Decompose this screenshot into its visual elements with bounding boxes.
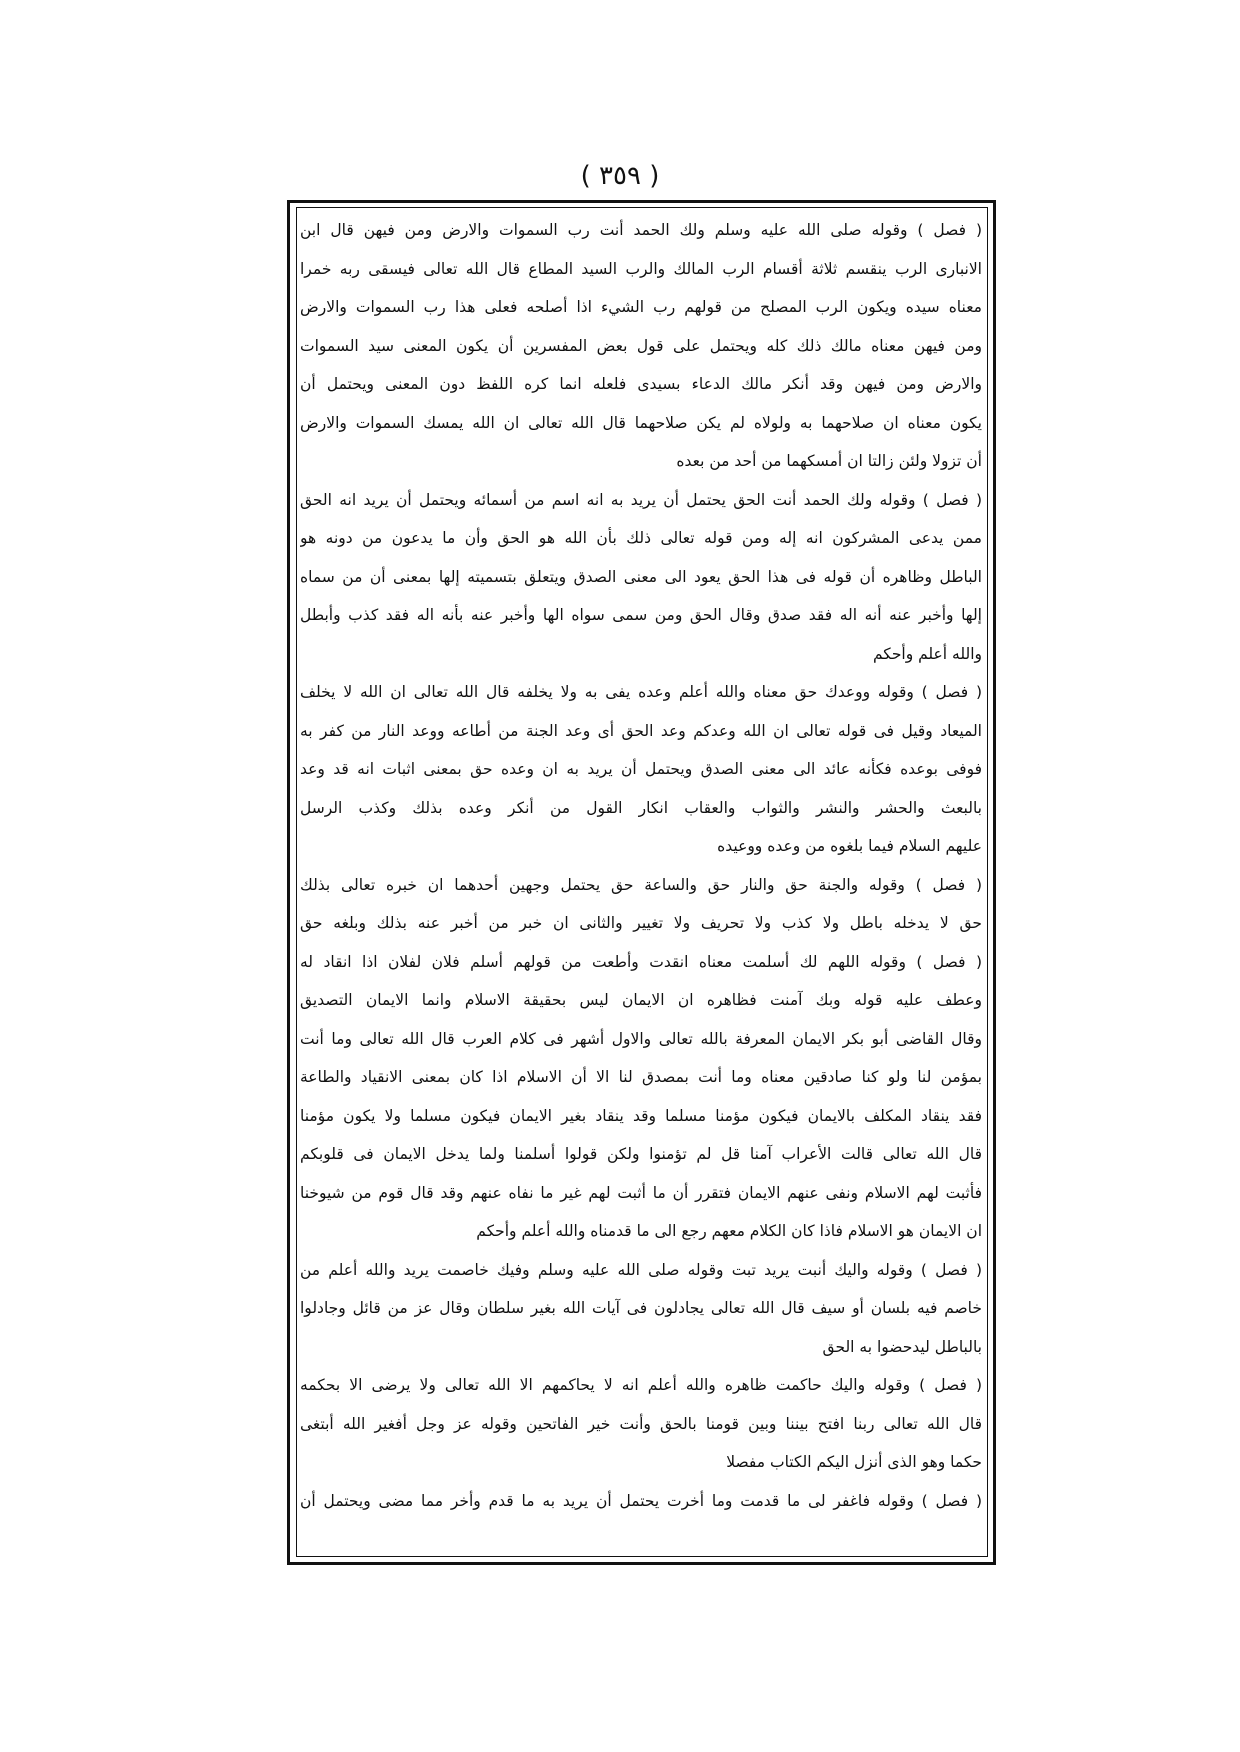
text-line: ومن فيهن معناه مالك ذلك كله ويحتمل على قول بعض المفسرين أن يكون المعنى سيد السموات [300,336,982,355]
text-line: ( فصل ) وقوله اللهم لك أسلمت معناه انقدت وأطعت من قولهم أسلم فلان لفلان اذا انقاد له [300,952,982,971]
text-line: بالباطل ليدحضوا به الحق [822,1337,982,1356]
text-line: بالبعث والحشر والنشر والثواب والعقاب انكار القول من أنكر وعده بذلك وكذب الرسل [300,798,982,817]
text-line: والله أعلم وأحكم [872,644,982,663]
text-line: قال الله تعالى قالت الأعراب آمنا قل لم تؤمنوا ولكن قولوا أسلمنا ولما يدخل الايمان فى قلوبكم [300,1145,982,1163]
text-line: ( فصل ) وقوله ووعدك حق معناه والله أعلم وعده يفى به ولا يخلفه قال الله تعالى ان الله لا يخلف [300,683,982,701]
text-line: ( فصل ) وقوله والجنة حق والنار حق والساعة حق يحتمل وجهين أحدهما ان خبره تعالى بذلك [300,875,982,894]
text-line: ممن يدعى المشركون انه إله ومن قوله تعالى ذلك بأن الله هو الحق وأن ما يدعون من دونه هو [300,529,982,547]
text-line: بمؤمن لنا ولو كنا صادقين معناه وما أنت بمصدق لنا الا أن الاسلام اذا كان بمعنى الانقياد والطاعة [300,1068,982,1086]
page-number: ( ٣٥٩ ) [580,161,660,191]
text-line: عليهم السلام فيما بلغوه من وعده ووعيده [717,837,982,855]
text-line: حكما وهو الذى أنزل اليكم الكتاب مفصلا [726,1453,982,1471]
text-line: فقد ينقاد المكلف بالايمان فيكون مؤمنا مسلما وقد ينقاد بغير الايمان فيكون مسلما ولا يكون مؤمنا [300,1106,982,1125]
text-line: ( فصل ) وقوله صلى الله عليه وسلم ولك الحمد أنت رب السموات والارض ومن فيهن قال ابن [300,221,982,239]
text-line: يكون معناه ان صلاحهما به ولولاه لم يكن صلاحهما قال الله تعالى ان الله يمسك السموات والارض [300,413,982,432]
text-line: وعطف عليه قوله وبك آمنت فظاهره ان الايمان ليس بحقيقة الاسلام وانما الايمان التصديق [300,991,982,1009]
body-text [300,211,982,1520]
text-line: قال الله تعالى ربنا افتح بيننا وبين قومنا بالحق وأنت خير الفاتحين وقوله عز وجل أفغير الله أبتغى [300,1414,982,1433]
text-line: الميعاد وقيل فى قوله تعالى ان الله وعدكم وعد الحق أى وعد الجنة من أطاعه ووعد النار من كفر به [300,721,982,740]
text-line: معناه سيده ويكون الرب المصلح من قولهم رب الشيء اذا أصلحه فعلى هذا رب السموات والارض [300,298,982,316]
text-line: ( فصل ) وقوله ولك الحمد أنت الحق يحتمل أن يريد به انه اسم من أسمائه ويحتمل أن يريد انه الحق [300,490,982,509]
text-line: فوفى بوعده فكأنه عائد الى معنى الصدق ويحتمل أن يريد به ان وعده حق بمعنى اثبات انه قد وعد [300,760,982,778]
text-line: الانبارى الرب ينقسم ثلاثة أقسام الرب المالك والرب السيد المطاع قال الله تعالى فيسقى ربه خمرا [300,259,982,278]
text-line: ( فصل ) وقوله فاغفر لى ما قدمت وما أخرت يحتمل أن يريد به ما قدم وأخر مما مضى ويحتمل أن [300,1491,982,1510]
text-line: خاصم فيه بلسان أو سيف قال الله تعالى يجادلون فى آيات الله بغير سلطان وقال عز من قائل وجادلوا [300,1299,982,1317]
text-line: إلها وأخبر عنه أنه اله فقد صدق وقال الحق ومن سمى سواه الها وأخبر عنه بأنه اله فقد كذب وأبطل [300,606,982,624]
text-line: حق لا يدخله باطل ولا كذب ولا تحريف ولا تغيير والثانى ان خبر من أخبر عنه بذلك وبلغه حق [300,914,982,932]
text-line: وقال القاضى أبو بكر الايمان المعرفة بالله تعالى والاول أشهر فى كلام العرب قال الله تعالى وما أنت [300,1029,982,1048]
text-line: ( فصل ) وقوله واليك حاكمت ظاهره والله أعلم انه لا يحاكمهم الا الله تعالى ولا يرضى الا بحكمه [300,1376,982,1394]
text-line: أن تزولا ولئن زالتا ان أمسكهما من أحد من بعده [676,452,982,470]
text-line: والارض ومن فيهن وقد أنكر مالك الدعاء بسيدى فلعله انما كره اللفظ دون المعنى ويحتمل أن [300,375,982,393]
text-line: ( فصل ) وقوله واليك أنبت يريد تبت وقوله صلى الله عليه وسلم وفيك خاصمت يريد والله أعلم من [300,1260,982,1279]
text-line: فأثبت لهم الاسلام ونفى عنهم الايمان فتقرر أن ما أثبت لهم غير ما نفاه عنهم وقد قال قوم من شيوخنا [300,1183,982,1202]
text-line: ان الايمان هو الاسلام فاذا كان الكلام معهم رجع الى ما قدمناه والله أعلم وأحكم [476,1222,982,1240]
text-line: الباطل وظاهره أن قوله فى هذا الحق يعود الى معنى الصدق ويتعلق بتسميته إلها بمعنى أن من سماه [300,567,982,586]
